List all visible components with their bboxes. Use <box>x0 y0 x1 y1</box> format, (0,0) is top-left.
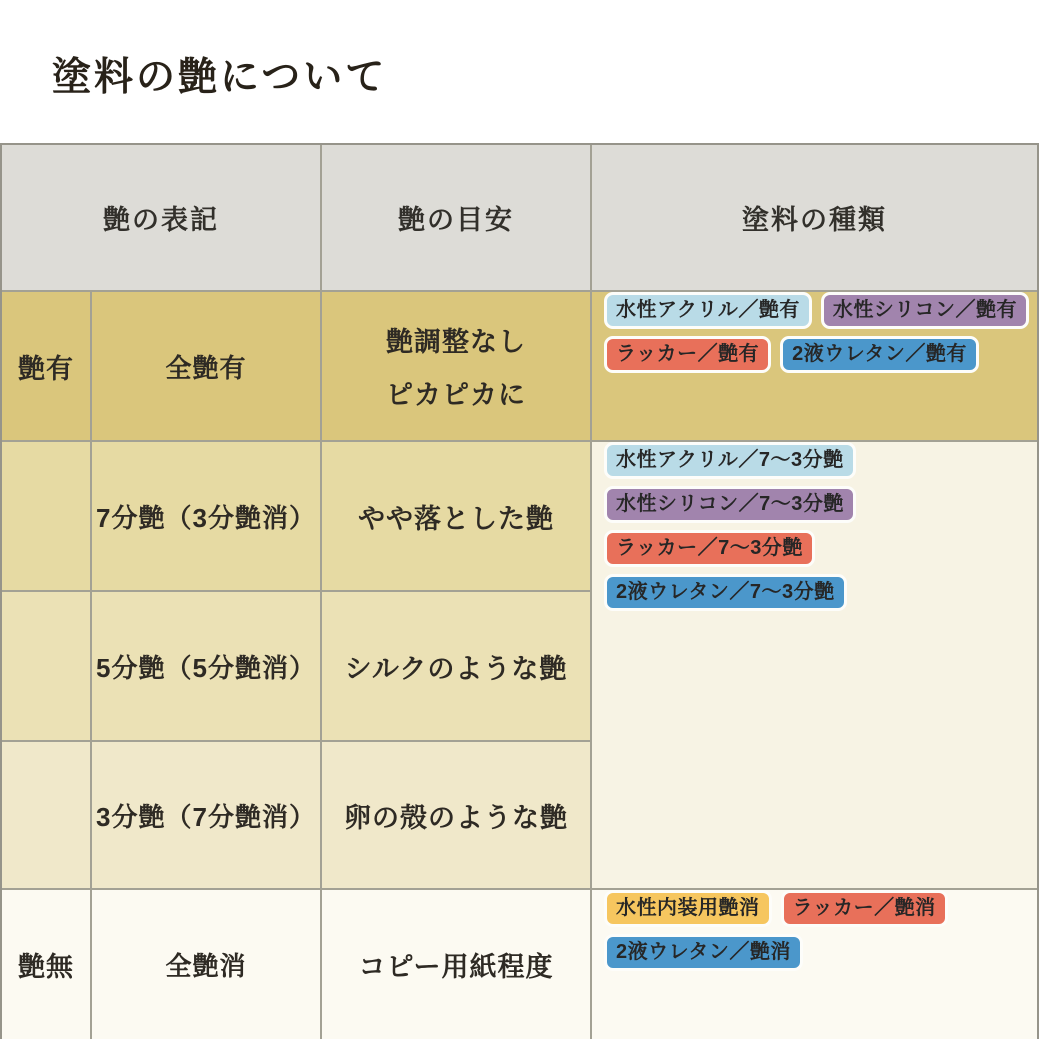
category-matte-label: 艶無 <box>18 952 74 982</box>
notation-gloss3-label: 3分艶（7分艶消） <box>96 801 316 832</box>
category-cell-gloss5 <box>2 592 90 740</box>
notation-cell-glossy <box>92 292 320 440</box>
header-cell-notation <box>2 145 320 290</box>
header-guide-label: 艶の目安 <box>398 205 514 235</box>
page-title: 塗料の艶について <box>52 56 388 99</box>
title-area <box>0 0 1039 143</box>
category-cell-glossy <box>2 292 90 440</box>
badge-line <box>604 934 803 971</box>
category-cell-gloss3 <box>2 742 90 888</box>
guide-glossy-line1: 艶調整なし <box>386 327 526 357</box>
badge-line <box>604 890 948 927</box>
notation-cell-gloss5 <box>92 592 320 740</box>
paint-type-badge: 2液ウレタン／艶有 <box>780 336 979 373</box>
guide-glossy-text <box>386 320 526 412</box>
badge-line <box>604 292 1029 329</box>
paint-type-badge: ラッカー／7〜3分艶 <box>604 530 815 567</box>
gloss-table <box>0 143 1039 1039</box>
guide-cell-gloss3 <box>322 742 590 888</box>
paint-type-badge: 2液ウレタン／艶消 <box>604 934 803 971</box>
category-cell-matte <box>2 890 90 1039</box>
header-cell-types <box>592 145 1037 290</box>
guide-gloss3-label: 卵の殻のような艶 <box>344 802 568 833</box>
paint-type-badge: 水性内装用艶消 <box>604 890 772 927</box>
paint-type-badge: ラッカー／艶消 <box>781 890 948 927</box>
paint-type-badge: ラッカー／艶有 <box>604 336 771 373</box>
guide-matte-label: コピー用紙程度 <box>358 952 554 982</box>
guide-gloss7-label: やや落とした艶 <box>358 503 554 534</box>
notation-gloss5-label: 5分艶（5分艶消） <box>96 652 316 683</box>
category-cell-gloss7 <box>2 442 90 590</box>
notation-gloss7-label: 7分艶（3分艶消） <box>96 502 316 533</box>
types-cell-semi <box>592 442 1037 888</box>
guide-cell-gloss5 <box>322 592 590 740</box>
guide-cell-matte <box>322 890 590 1039</box>
paint-type-badge: 水性アクリル／7〜3分艶 <box>604 442 856 479</box>
types-cell-glossy <box>592 292 1037 440</box>
header-cell-guide <box>322 145 590 290</box>
header-types-label: 塗料の種類 <box>742 205 887 235</box>
notation-cell-matte <box>92 890 320 1039</box>
category-glossy-label: 艶有 <box>18 353 74 384</box>
guide-glossy-line2: ピカピカに <box>386 380 526 410</box>
paint-type-badge: 水性シリコン／7〜3分艶 <box>604 486 856 523</box>
notation-cell-gloss3 <box>92 742 320 888</box>
paint-type-badge: 水性アクリル／艶有 <box>604 292 812 329</box>
notation-cell-gloss7 <box>92 442 320 590</box>
header-notation-label: 艶の表記 <box>103 205 219 235</box>
notation-matte-label: 全艶消 <box>165 951 247 981</box>
guide-cell-glossy <box>322 292 590 440</box>
paint-type-badge: 2液ウレタン／7〜3分艶 <box>604 574 847 611</box>
guide-cell-gloss7 <box>322 442 590 590</box>
types-cell-matte <box>592 890 1037 1039</box>
guide-gloss5-label: シルクのような艶 <box>344 653 568 684</box>
badge-line <box>604 336 979 373</box>
paint-type-badge: 水性シリコン／艶有 <box>821 292 1029 329</box>
notation-glossy-label: 全艶有 <box>165 352 247 383</box>
